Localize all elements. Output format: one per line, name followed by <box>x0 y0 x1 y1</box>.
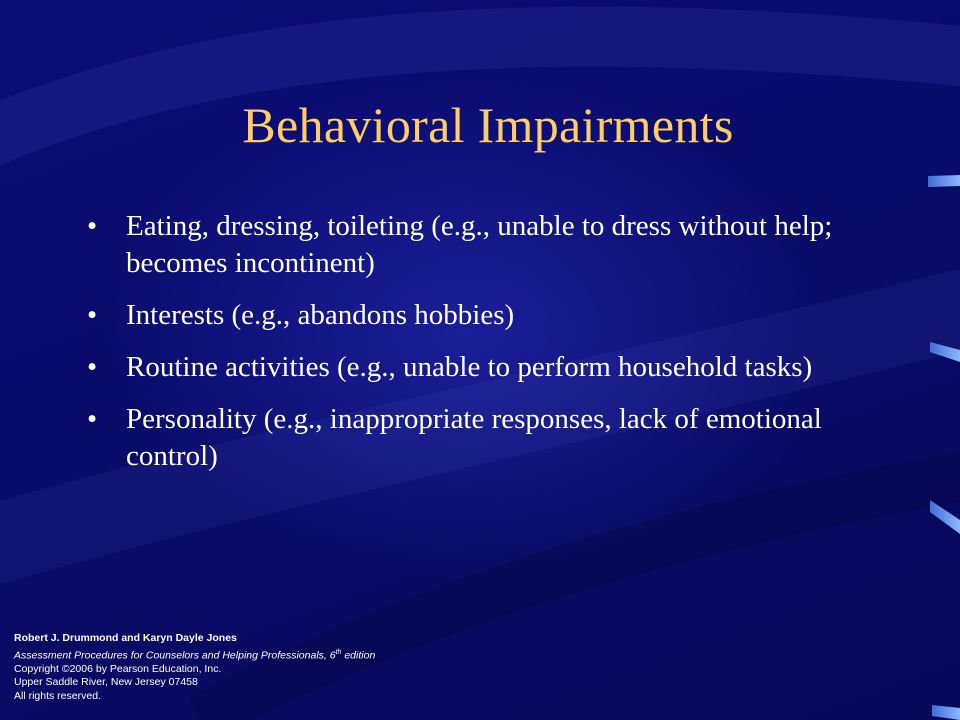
footer-book-title <box>14 646 375 663</box>
bullet-text: Eating, dressing, toileting (e.g., unable to dress without help; becomes incontinent) <box>126 210 833 279</box>
footer-edition-superscript: th <box>335 648 342 656</box>
bullet-text: Personality (e.g., inappropriate responses, lack of emotional control) <box>126 403 822 472</box>
bullet-item <box>86 401 846 475</box>
right-edge-accent-marks <box>920 0 960 720</box>
footer-book-name: Assessment Procedures for Counselors and Helping Professionals, 6 <box>14 649 336 661</box>
bullet-list <box>86 208 846 490</box>
accent-mark <box>928 175 960 187</box>
slide-title: Behavioral Impairments <box>242 97 734 153</box>
copyright-footer <box>14 632 375 703</box>
accent-mark <box>930 342 960 362</box>
bullet-marker: • <box>87 403 98 435</box>
footer-address: Upper Saddle River, New Jersey 07458 <box>14 676 198 688</box>
bullet-marker: • <box>87 299 98 331</box>
accent-mark <box>930 500 960 534</box>
bullet-marker: • <box>87 351 98 383</box>
bullet-item <box>86 349 846 386</box>
bullet-item <box>86 297 846 334</box>
footer-copyright: Copyright ©2006 by Pearson Education, Inc. <box>14 662 222 675</box>
bullet-item <box>86 208 846 282</box>
footer-authors: Robert J. Drummond and Karyn Dayle Jones <box>14 632 237 644</box>
bullet-text: Interests (e.g., abandons hobbies) <box>126 299 515 331</box>
footer-edition-word: edition <box>341 649 376 661</box>
bullet-marker: • <box>87 210 98 242</box>
bullet-text: Routine activities (e.g., unable to perform household tasks) <box>126 351 813 383</box>
footer-rights: All rights reserved. <box>14 689 101 702</box>
accent-mark <box>932 705 960 720</box>
